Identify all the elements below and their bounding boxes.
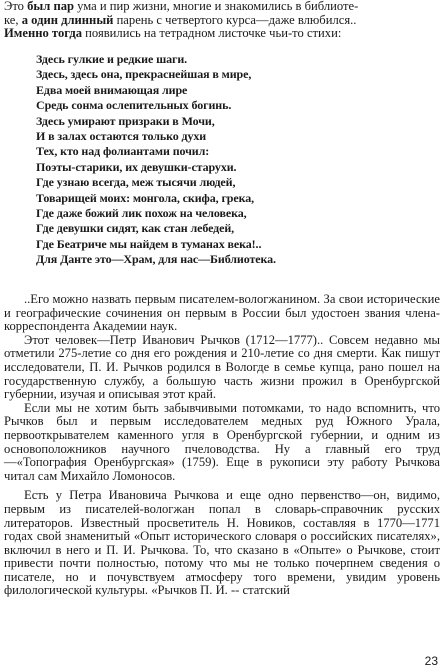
intro-text: ке, [4, 12, 22, 27]
paragraph: Этот человек—Петр Иванович Рычков (1712—1777).. Совсем недавно мы отметили 275-летие со дня его рождения и 210-летие со дня смерти. Как пишут исследователи, П. И. Рычков родился в Вологде в семье купца, рано пошел на государственную службу, а большую часть жизни прожил в Оренбургской губернии, изучая и описывая этот край. [4, 332, 440, 402]
page-number: 23 [424, 654, 438, 668]
poem-line: И в залах остаются только духи [36, 129, 207, 144]
poem-line: Где даже божий лик похож на человека, [36, 206, 247, 221]
poem-line: Поэты-старики, их девушки-старухи. [36, 159, 237, 174]
poem-line: Где Беатриче мы найдем в туманах века!.. [36, 236, 262, 251]
paragraph: Есть у Петра Ивановича Рычкова и еще одно первенство—он, видимо, первым из писателей-вологжан попал в словарь-справочник русских литераторов. Известный просветитель Н. Новиков, составляя в 1770—1771 годах свой знаменитый «Опыт исторического словаря о российских писателях», включил в него и П. И. Рычкова. То, что сказано в «Опыте» о Рычкове, стоит привести почти полностью, потому что мы не только почерпнем сведения о писателе, но и почувствуем атмосферу того времени, увидим уровень филологической культуры. «Рычков П. И. -- статский [4, 488, 440, 598]
poem-line: Здесь умирают призраки в Мочи, [36, 113, 215, 128]
intro-text: ума и пир жизни, многие и знакомились в библиоте- [74, 0, 359, 13]
intro-text: парень с четвертого курса—даже влюбился.. [113, 12, 357, 27]
poem [36, 52, 436, 268]
intro-bold-text: был пар [27, 0, 75, 13]
poem-line: Едва моей внимающая лире [36, 82, 188, 97]
poem-line: Для Данте это—Храм, для нас—Библиотека. [36, 252, 276, 267]
intro-line-3 [4, 27, 440, 41]
poem-line: Средь сонма ослепительных богинь. [36, 98, 232, 113]
intro-text: Это [4, 0, 28, 13]
body-text [4, 293, 440, 598]
intro-bold-text: а один длинный [21, 12, 114, 27]
intro-text: появились на тетрадном листочке чьи-то стихи: [82, 26, 342, 41]
intro-line-1 [4, 0, 440, 14]
poem-line: Где девушки сидят, как стан лебедей, [36, 221, 235, 236]
poem-line: Товарищей моих: монгола, скифа, грека, [36, 190, 255, 205]
intro-bold-text: Именно тогда [4, 26, 82, 41]
paragraph: ..Его можно назвать первым писателем-вологжанином. За свои исторические и географические сочинения он первым в России был удостоен звания члена-корреспондента Академии наук. [4, 292, 440, 334]
intro-line-2 [4, 14, 440, 28]
paragraph: Если мы не хотим быть забывчивыми потомками, то надо вспомнить, что Рычков был и первым исследователем медных руд Южного Урала, первооткрывателем каменного угля в Оренбургской губернии, и одним из основоположников научного пчеловодства. Ну а главный его труд—«Топография Оренбургская» (1759). Еще в рукописи эту работу Рычкова читал сам Михайло Ломоносов. [4, 400, 440, 483]
intro-paragraph [4, 0, 440, 41]
poem-line: Здесь гулкие и редкие шаги. [36, 52, 188, 66]
poem-line: Тех, кто над фолиантами почил: [36, 144, 210, 159]
poem-line: Здесь, здесь она, прекраснейшая в мире, [36, 67, 252, 82]
poem-line: Где узнаю всегда, меж тысячи людей, [36, 175, 236, 190]
